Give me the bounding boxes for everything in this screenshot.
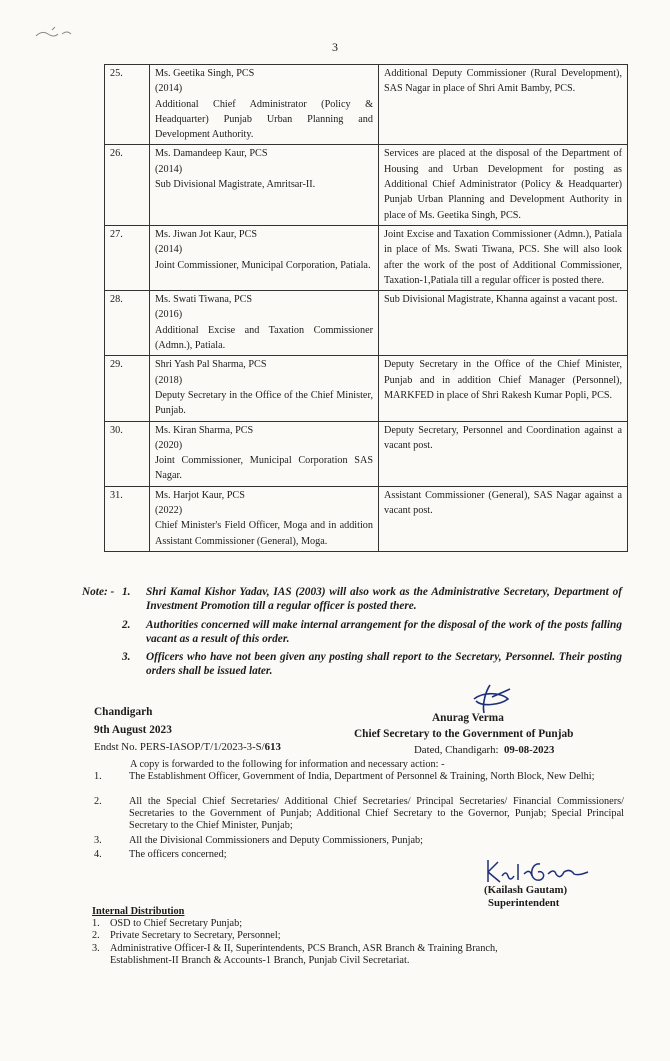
signatory-name: Anurag Verma: [432, 712, 504, 724]
officer-line: Sub Divisional Magistrate, Amritsar-II.: [155, 179, 316, 191]
officer-line: Additional Excise and Taxation Commissioner (Admn.), Patiala.: [155, 324, 373, 352]
order-date: 9th August 2023: [94, 724, 172, 736]
posting-row: [105, 356, 628, 421]
officer-line: Ms. Jiwan Jot Kaur, PCS: [155, 228, 258, 240]
officer-line: (2014): [155, 244, 183, 256]
superintendent-title: Superintendent: [488, 897, 560, 909]
officer-line: Deputy Secretary in the Office of the Chief Minister, Punjab.: [155, 389, 373, 417]
new-posting: Assistant Commissioner (General), SAS Nagar against a vacant post.: [379, 486, 628, 551]
endorsement-value: 613: [264, 741, 281, 753]
copy-number: 3.: [94, 835, 102, 846]
new-posting: Deputy Secretary, Personnel and Coordination against a vacant post.: [379, 421, 628, 486]
officer-details: [150, 421, 379, 486]
new-posting: Sub Divisional Magistrate, Khanna against a vacant post.: [379, 291, 628, 356]
officer-line: Ms. Kiran Sharma, PCS: [155, 424, 254, 436]
serial-number: 26.: [105, 145, 150, 225]
copy-text: The Establishment Officer, Government of India, Department of Personnel & Training, North Block, New Delhi;: [129, 771, 595, 782]
endorsement-prefix: Endst No. PERS-IASOP/T/1/2023-3-S/: [94, 741, 265, 753]
place-name: Chandigarh: [94, 706, 153, 718]
officer-line: Ms. Geetika Singh, PCS: [155, 68, 255, 79]
copy-text: All the Divisional Commissioners and Deputy Commissioners, Punjab;: [129, 835, 424, 846]
posting-row: [105, 145, 628, 225]
serial-number: 27.: [105, 225, 150, 290]
posting-row: [105, 65, 628, 145]
note-number: 3.: [122, 651, 131, 663]
note-number: 2.: [122, 619, 131, 631]
copy-number: 1.: [94, 771, 102, 782]
officer-line: Ms. Swati Tiwana, PCS: [155, 294, 253, 306]
officer-details: [150, 65, 379, 145]
internal-text: Administrative Officer-I & II, Superintendents, PCS Branch, ASR Branch & Training Branch, Establishment-II Branch & Accounts-1 Branch, Punjab Civil Secretariat.: [110, 942, 498, 966]
officer-line: Shri Yash Pal Sharma, PCS: [155, 359, 267, 371]
serial-number: 31.: [105, 486, 150, 551]
dated-value: 09-08-2023: [503, 744, 555, 756]
dated-label: Dated, Chandigarh:: [414, 744, 499, 756]
note-item: [122, 651, 622, 678]
officer-details: [150, 225, 379, 290]
new-posting: Joint Excise and Taxation Commissioner (Admn.), Patiala in place of Ms. Swati Tiwana, PCS. She will also look after the work of the post of Additional Commissioner, Taxation-1,Patiala till a regular officer is posted there.: [379, 225, 628, 290]
posting-row: [105, 421, 628, 486]
posting-row: [105, 486, 628, 551]
internal-number: 1.: [92, 918, 100, 930]
copy-item: [94, 771, 624, 783]
officer-line: (2020): [155, 439, 183, 451]
page-number: 3: [332, 40, 338, 54]
note-item: [122, 619, 622, 646]
internal-number: 3.: [92, 942, 100, 954]
signatory-title: Chief Secretary to the Government of Punjab: [354, 728, 574, 740]
copy-text: All the Special Chief Secretaries/ Additional Chief Secretaries/ Principal Secretaries/ Financial Commissioners/ Secretaries to the Government of Punjab; Additional Chief Secretary to the Governor, Punjab; Special Principal Secretary to the Chief Minister, Punjab;: [129, 796, 624, 832]
officer-details: [150, 145, 379, 225]
new-posting: Services are placed at the disposal of the Department of Housing and Urban Development for posting as Additional Chief Administrator (Policy & Headquarter) Punjab Urban Planning and Development Authority in place of Ms. Geetika Singh, PCS.: [379, 145, 628, 225]
note-number: 1.: [122, 586, 131, 598]
note-text: Authorities concerned will make internal arrangement for the disposal of the work of the posts falling vacant as a result of this order.: [146, 619, 622, 645]
note-item: [122, 586, 622, 613]
officer-line: Joint Commissioner, Municipal Corporation, Patiala.: [155, 259, 371, 271]
note-label: Note: -: [82, 586, 115, 598]
serial-number: 29.: [105, 356, 150, 421]
copy-item: [94, 835, 624, 847]
internal-item: [92, 943, 512, 967]
serial-number: 30.: [105, 421, 150, 486]
internal-distribution: [92, 906, 512, 967]
officer-details: [150, 291, 379, 356]
internal-number: 2.: [92, 930, 100, 942]
posting-row: [105, 291, 628, 356]
officer-line: Ms. Damandeep Kaur, PCS: [155, 148, 268, 160]
new-posting: Deputy Secretary in the Office of the Chief Minister, Punjab and in addition Chief Manager (Personnel), MARKFED in place of Shri Rakesh Kumar Popli, PCS.: [379, 356, 628, 421]
internal-distribution-heading: Internal Distribution: [92, 906, 185, 917]
officer-line: Chief Minister's Field Officer, Moga and in addition Assistant Commissioner (General), Moga.: [155, 520, 373, 547]
copy-text: The officers concerned;: [129, 849, 227, 860]
new-posting: Additional Deputy Commissioner (Rural Development), SAS Nagar in place of Shri Amit Bamby, PCS.: [379, 65, 628, 145]
superintendent-name: (Kailash Gautam): [484, 884, 568, 896]
posting-row: [105, 225, 628, 290]
copy-number: 2.: [94, 796, 102, 807]
copy-number: 4.: [94, 849, 102, 860]
internal-item: [92, 918, 512, 930]
note-text: Officers who have not been given any posting shall report to the Secretary, Personnel. Their posting orders shall be issued later.: [146, 651, 622, 677]
serial-number: 25.: [105, 65, 150, 145]
internal-text: Private Secretary to Secretary, Personnel;: [110, 930, 281, 942]
endorsement-number: [94, 741, 281, 753]
officer-line: Ms. Harjot Kaur, PCS: [155, 489, 245, 501]
officer-line: (2018): [155, 374, 183, 386]
officer-details: [150, 356, 379, 421]
internal-text: OSD to Chief Secretary Punjab;: [110, 918, 243, 930]
officer-line: (2022): [155, 505, 183, 517]
serial-number: 28.: [105, 291, 150, 356]
officer-line: Joint Commissioner, Municipal Corporation SAS Nagar.: [155, 455, 373, 482]
postings-table: [104, 64, 628, 552]
officer-line: (2014): [155, 83, 183, 95]
officer-details: [150, 486, 379, 551]
internal-item: [92, 930, 512, 942]
copy-item: [94, 796, 624, 833]
signature-anurag-verma: [462, 683, 522, 715]
officer-line: (2016): [155, 309, 183, 321]
dated-line: [414, 744, 554, 756]
note-text: Shri Kamal Kishor Yadav, IAS (2003) will also work as the Administrative Secretary, Department of Investment Promotion till a regular officer is posted there.: [146, 586, 622, 612]
officer-line: Additional Chief Administrator (Policy & Headquarter) Punjab Urban Planning and Development Authority.: [155, 98, 373, 141]
officer-line: (2014): [155, 163, 183, 175]
copy-intro: A copy is forwarded to the following for information and necessary action: -: [130, 759, 445, 770]
